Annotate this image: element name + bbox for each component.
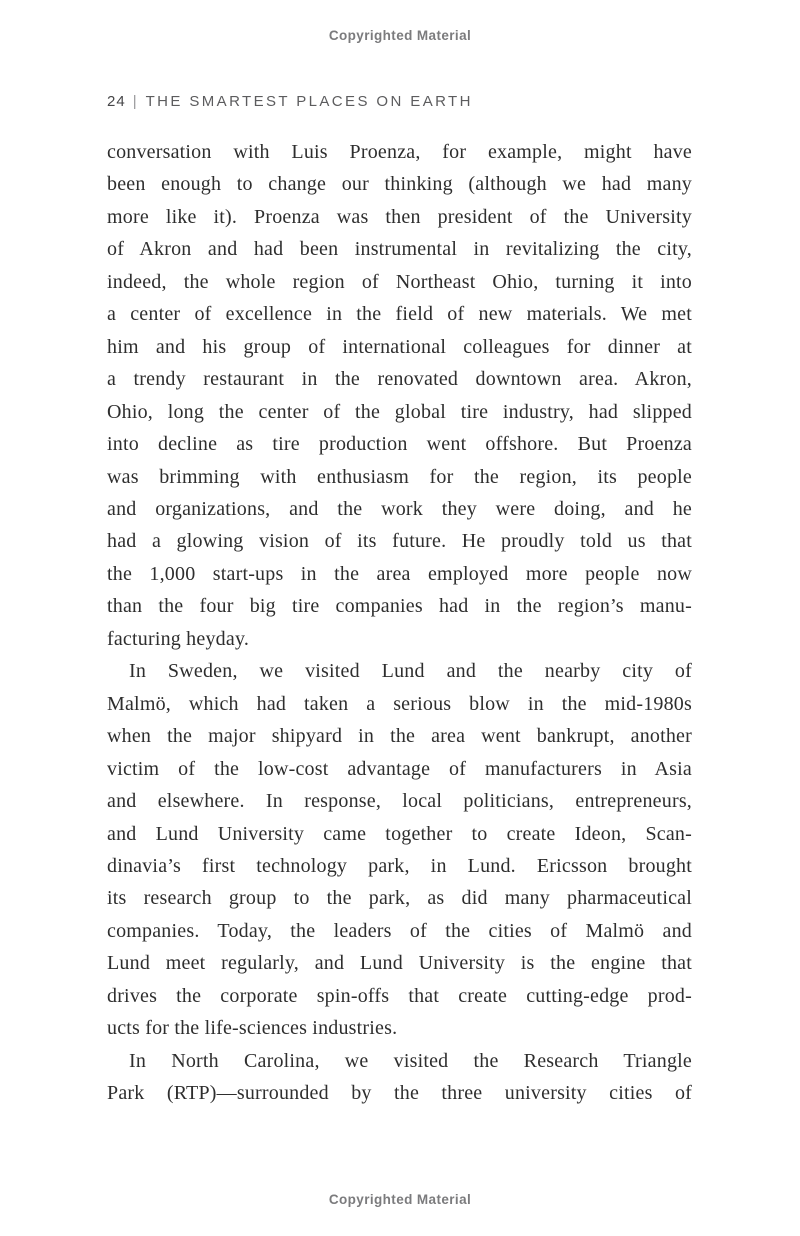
text-line: when the major shipyard in the area went bankrupt, another bbox=[107, 725, 692, 748]
text-line: a center of excellence in the field of new materials. We met bbox=[107, 303, 692, 326]
paragraph bbox=[107, 1045, 692, 1110]
text-line: its research group to the park, as did many pharmaceutical bbox=[107, 887, 692, 910]
copyright-notice-bottom: Copyrighted Material bbox=[328, 1192, 472, 1207]
body-text bbox=[107, 136, 692, 1110]
running-title: THE SMARTEST PLACES ON EARTH bbox=[145, 93, 473, 110]
text-line: had a glowing vision of its future. He proudly told us that bbox=[107, 530, 692, 553]
text-line: more like it). Proenza was then president of the University bbox=[107, 205, 692, 228]
text-line: of Akron and had been instrumental in revitalizing the city, bbox=[107, 238, 692, 261]
text-line: victim of the low-cost advantage of manufacturers in Asia bbox=[107, 757, 692, 780]
text-line: In North Carolina, we visited the Research Triangle bbox=[129, 1049, 692, 1072]
header-separator: | bbox=[132, 93, 137, 110]
text-line: and elsewhere. In response, local politicians, entrepreneurs, bbox=[107, 790, 692, 813]
page-header bbox=[107, 93, 473, 110]
text-line: facturing heyday. bbox=[107, 627, 250, 650]
paragraph bbox=[107, 136, 692, 655]
text-line: Malmö, which had taken a serious blow in the mid-1980s bbox=[107, 692, 692, 715]
text-line: indeed, the whole region of Northeast Ohio, turning it into bbox=[107, 270, 692, 293]
text-line: companies. Today, the leaders of the cities of Malmö and bbox=[107, 919, 692, 942]
text-line: was brimming with enthusiasm for the region, its people bbox=[107, 465, 692, 488]
text-line: a trendy restaurant in the renovated downtown area. Akron, bbox=[107, 368, 692, 391]
text-line: and Lund University came together to create Ideon, Scan- bbox=[107, 822, 692, 845]
text-line: conversation with Luis Proenza, for example, might have bbox=[107, 141, 692, 163]
text-line: Park (RTP)—surrounded by the three university cities of bbox=[107, 1082, 692, 1105]
text-line: the 1,000 start-ups in the area employed more people now bbox=[107, 562, 692, 585]
text-line: into decline as tire production went offshore. But Proenza bbox=[107, 433, 692, 456]
text-line: In Sweden, we visited Lund and the nearby city of bbox=[129, 660, 692, 683]
text-line: ucts for the life-sciences industries. bbox=[107, 1017, 398, 1040]
text-line: Ohio, long the center of the global tire industry, had slipped bbox=[107, 400, 692, 423]
text-line: Lund meet regularly, and Lund University is the engine that bbox=[107, 952, 692, 975]
text-line: and organizations, and the work they were doing, and he bbox=[107, 497, 692, 520]
text-line: than the four big tire companies had in the region’s manu- bbox=[107, 595, 692, 618]
text-line: been enough to change our thinking (although we had many bbox=[107, 173, 692, 196]
text-line: drives the corporate spin-offs that create cutting-edge prod- bbox=[107, 984, 692, 1007]
text-line: dinavia’s first technology park, in Lund. Ericsson brought bbox=[107, 854, 692, 877]
page-number: 24 bbox=[107, 93, 126, 110]
paragraph bbox=[107, 655, 692, 1044]
text-line: him and his group of international colleagues for dinner at bbox=[107, 335, 692, 358]
copyright-notice-top: Copyrighted Material bbox=[328, 28, 472, 43]
